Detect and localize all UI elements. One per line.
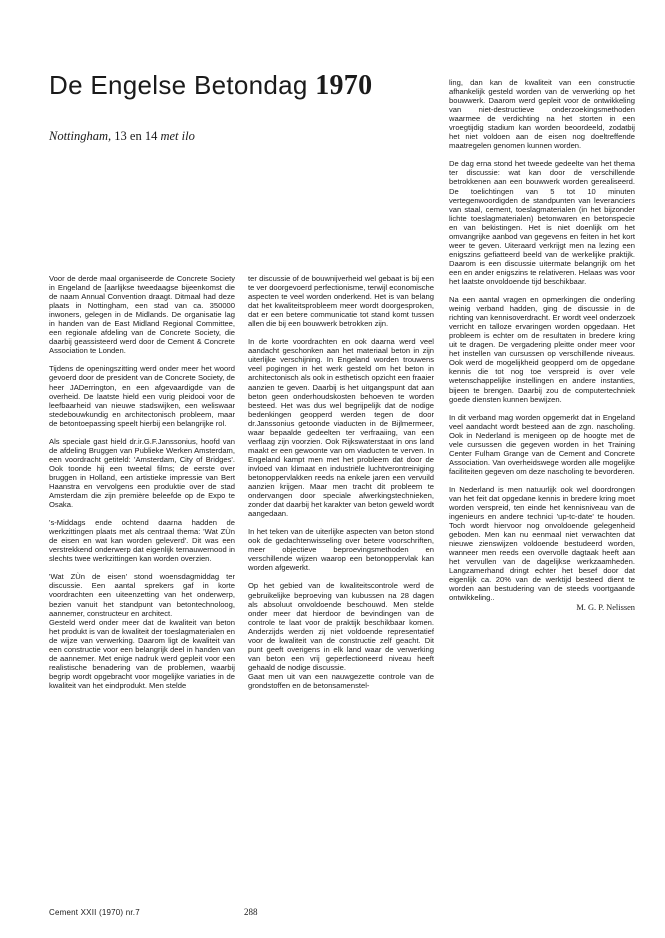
- subtitle-month: met ilo: [160, 129, 195, 143]
- paragraph: Op het gebied van de kwaliteitscontrole werd de gebruikelijke beproeving van kubussen na 28 dagen als absoluut onvoldoende beschouwd. Men stelde onder meer dat hierdoor de bevindingen van de controle te laat voor de praktijk beschikbaar komen. Anderzijds werden zij niet voldoende representatief voor de kwaliteit van de constructie zelf geacht. Dit punt geeft overigens in elk land waar de verwerking van beton een vrij geperfectioneerd niveau heeft gehaald de nodige discussie.: [248, 581, 434, 672]
- paragraph: Gesteld werd onder meer dat de kwaliteit van beton het produkt is van de kwaliteit der toeslagmaterialen en de wijze van verwerking. Daarom ligt de kwaliteit van een constructie voor een belangrijk deel in handen van de aannemer. Met enige nadruk werd gepleit voor een realistische benadering van de problemen, waarbij begrip wordt opgebracht voor mogelijke variaties in de kwaliteit van het eindprodukt. Men stelde: [49, 617, 235, 690]
- journal-citation: Cement XXII (1970) nr.7: [49, 908, 140, 917]
- article-title-year: 1970: [315, 70, 373, 101]
- paragraph: Na een aantal vragen en opmerkingen die onderling weinig verband hadden, ging de discussie in de richting van kennisoverdracht. Er wordt veel onderzoek verricht en talloze ervaringen worden opgedaan. Het probleem is echter om de resultaten in bredere kring uit te dragen. De vergadering pleitte onder meer voor het instellen van cursussen op verschillende niveaus. Ook werd de mogelijkheid geopperd om de opgedane kennis die tot nog toe verspreid is over vele wetenschappelijke instellingen en andere instanties, bijeen te brengen. Daarbij zou de computertechniek goede diensten kunnen bewijzen.: [449, 295, 635, 404]
- paragraph: 'Wat ZÙn de eisen' stond woensdagmiddag ter discussie. Een aantal sprekers gaf in korte voordrachten een uiteenzetting van het onderwerp, bezien vanuit het standpunt van betontechnoloog, aannemer, constructeur en architect.: [49, 572, 235, 618]
- article-title-text: De Engelse Betondag: [49, 70, 316, 100]
- text-column-3: [449, 78, 635, 613]
- paragraph: 's-Middags ende ochtend daarna hadden de werkzittingen plaats met als centraal thema: 'Wat ZÙn de eisen en wat kan worden geleverd'. Dit was een verstrekkend onderwerp dat eigenlijk ternauwernood in slechts twee werkzittingen kan worden overzien.: [49, 518, 235, 564]
- paragraph: Gaat men uit van een nauwgezette controle van de grondstoffen en de betonsamenstel-: [248, 671, 434, 690]
- paragraph: In Nederland is men natuurlijk ook wel doordrongen van het feit dat opgedane kennis in bredere kring moet worden verspreid, ten einde het kennisniveau van de ingenieurs en andere technici 'up-tc-date' te houden. Toch wordt hiervoor nog onvoldoende gelegenheid geboden. Men kan nu eenmaal niet verwachten dat nieuwe zienswijzen voldoende bestudeerd worden, wanneer men reeds een overvolle dagtaak heeft aan het vervullen van de dagelijkse werkzaamheden. Langzamerhand dringt echter het besef door dat eigenlijk ca. 20% van de werktijd besteed dient te worden aan bestudering van de steeds voortgaande ontwikkeling..: [449, 484, 635, 603]
- paragraph: De dag erna stond het tweede gedeelte van het thema ter discussie: wat kan door de verschillende betrokkenen aan een bouwwerk worden gerealiseerd. De toelichtingen van 5 tot 10 minuten vertegenwoordigden de standpunten van leveranciers van staal, cement, toeslagmaterialen (in het bijzonder lichte toeslagmaterialen) betonwaren en betonspecie en van bekistingen. Het is niet doenlijk om het omvangrijke aanbod van gegevens en feiten in het kort weer te geven. Uiteraard verkrijgt men na lezing een enigszins gefiatteerd beeld van de werkelijke praktijk. Daarom is een discussie uitermate belangrijk om het een en ander enigszins te relativeren. Helaas was voor het laatste onvoldoende tijd beschikbaar.: [449, 159, 635, 286]
- text-column-1: [49, 274, 235, 699]
- paragraph: ter discussie of de bouwnijverheid wel gebaat is bij een te ver doorgevoerd perfectionisme, terwijl economische aspecten te veel worden onderkend. Het is van belang dat het kwaliteitsprobleem meer wordt doorgesproken, dat er een betere communicatie tot stand komt tussen allen die bij een bouwwerk betrokken zijn.: [248, 274, 434, 329]
- paragraph: Als speciale gast hield dr.ir.G.F.Janssonius, hoofd van de afdeling Bruggen van Publieke Werken Amsterdam, een voordracht getiteld: 'Amsterdam, City of Bridges'. Ook toonde hij een tweetal films; de eerste over bruggen in Holland, een artistieke impressie van Bert Haanstra en vervolgens een produktie over de stad Amsterdam die zijn première beleefde op de Expo te Osaka.: [49, 436, 235, 510]
- text-column-2: [248, 274, 434, 699]
- page-number: 288: [244, 907, 258, 917]
- subtitle-dates: 13 en 14: [111, 129, 161, 143]
- paragraph: Voor de derde maal organiseerde de Concrete Society in Engeland de [aarlijkse tweedaagse bijeenkomst die de naam Annual Convention draagt. Ditmaal had deze plaats in Nottingham, een stad van ca. 350000 inwoners, gelegen in de Midlands. De organisatie lag in handen van de East Midland Regional Committee, een regionale afdeling van de Concrete Society, die daarbij geassisteerd werd door de Cement & Concrete Association te Londen.: [49, 274, 235, 356]
- paragraph: In de korte voordrachten en ook daarna werd veel aandacht geschonken aan het materiaal beton in zijn uiterlijke verschijning. In Engeland worden trouwens veel pogingen in het werk gesteld om het beton in architectonisch als ook in esthetisch opzicht een fraaier aanzien te geven. Daarbij is het uitgangspunt dat aan beton geen onderhoudskosten behoeven te worden besteed. Het was dus wel begrijpelijk dat de nodige bedenkingen geopperd werden tegen de door dr.Janssonius getoonde viaducten in de Bijlmermeer, waar bepaalde gedeelten ter verfraaiing, van een verflaag zijn voorzien. Ook Rijkswaterstaat in ons land maakt er een gewoonte van om viaducten te verven. In Engeland kampt men met het probleem dat door de invloed van klimaat en industriële luchtverontreiniging betonoppervlakken reeds na enkele jaren een vervuild aanzien krijgen. Maar men tracht dit probleem te ondervangen door speciale afwerkingstechnieken, zonder dat daarbij het karakter van beton geweld wordt aangedaan.: [248, 337, 434, 519]
- paragraph: In dit verband mag worden opgemerkt dat in Engeland veel aandacht wordt besteed aan de zgn. nascholing. Ook in Nederland is menigeen op de hoogte met de vele cursussen die gegeven worden in het Training Center Fulham Grange van de Cement and Concrete Association. Van overheidswege worden alle mogelijke faciliteiten gegeven om deze nascholing te bevorderen.: [449, 412, 635, 476]
- subtitle-place: Nottingham,: [49, 129, 112, 143]
- article-title: [49, 70, 429, 101]
- paragraph: In het teken van de uiterlijke aspecten van beton stond ook de gedachtenwisseling over betere voorschriften, meer objectieve beproevingsmethoden en verschillende wijzen waarop een betonoppervlak kan worden afgewerkt.: [248, 527, 434, 573]
- paragraph: ling, dan kan de kwaliteit van een constructie afhankelijk gesteld worden van de verwerking op het bouwwerk. Daarom werd gepleit voor de ontwikkeling van niet-destructieve onderzoekingsmethoden waarmee de verdichting na het storten in een vroegtijdig stadium kan worden beoordeeld, zodatbij het niet voldoen aan de eisen nog doeltreffende maatregelen genomen kunnen worden.: [449, 78, 635, 151]
- paragraph: Tijdens de openingszitting werd onder meer het woord gevoerd door de president van de Concrete Society, de heer JADerrington, en een afgevaardigde van de overheid. De laatste hield een vurig pleidooi voor de leefbaarheid van nieuwe stadswijken, een weliswaar stedebouwkundig en architectonisch probleem, maar de betontoepassing speelt hierbij een belangrijke rol.: [49, 364, 235, 428]
- article-subtitle: [49, 128, 429, 144]
- author-signature: M. G. P. Nelissen: [576, 602, 635, 612]
